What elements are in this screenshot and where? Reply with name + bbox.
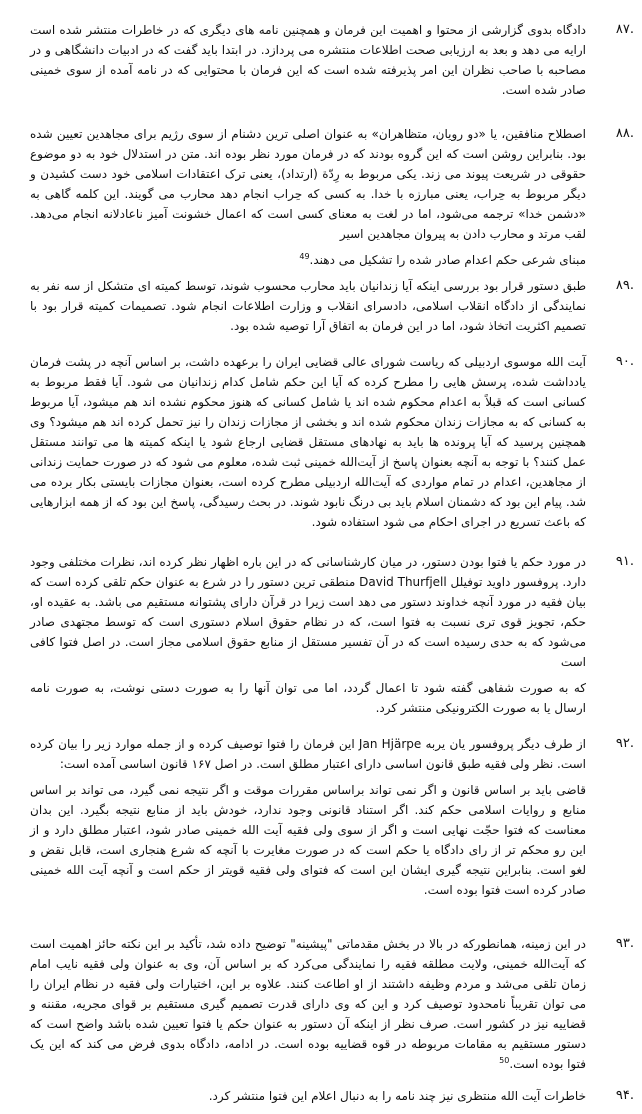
paragraph-body — [30, 124, 586, 270]
paragraph-body — [30, 276, 586, 336]
paragraph-text: دادگاه بدوی گزارشی از محتوا و اهمیت این فرمان و همچنین نامه های دیگری که در خاطرات منتشر شده است ارایه می دهد و بعد به ارزیابی صحت اطلاعات منتشره می پردازد. در ابتدا باید گفت که در ادبیات دانشگاهی و در مصاحبه با صاحب نظران این امر پذیرفته شده است که این فرمان با محتوایی که در نامه آمده از سوی خمینی صادر شده است. — [30, 23, 586, 97]
paragraph-text — [30, 250, 586, 270]
paragraph-number: .۹۴ — [615, 1088, 634, 1103]
paragraph-text: آیت الله موسوی اردبیلی که ریاست شورای عالی قضایی ایران را برعهده داشت، بر اساس آنچه در پشت فرمان یادداشت شده، پرسش هایی را مطرح کرده که آیا این حکم شامل کدام زندانیان می شود. آیا فقط مربوط به کسانی است که قبلاً به اعدام محکوم شده اند یا شامل کسانی که هنوز محکوم نشده اند هم میشود، آیا مربوط به کسانی که به مجازات زندان محکوم شده اند و بخشی از مجازات زندان را نیز تحمل کرده اند هم میشود؟ وی همچنین پرسید که آیا پرونده ها باید به نهادهای مستقل قضایی ارجاع شود یا اینکه کمیته ها می توانند مستقل عمل کنند؟ با توجه به آنچه بعنوان پاسخ از آیت‌الله خمینی ثبت شده، معلوم می شود که در صورت حمایت زندانی از مجاهدین، اعدام در تمام مواردی که آیت‌الله اردبیلی مطرح کرده است، بعنوان مجازات بایستی بکار برده می شد. پیام این بود که دشمنان اسلام باید بی درنگ نابود شوند. در بحث رسیدگی، پاسخ این بود که از همه ابزارهایی که باعث تسریع در اجرای احکام می شود استفاده شود. — [30, 355, 586, 529]
paragraph-92 — [30, 734, 634, 900]
paragraph-number: .۹۲ — [615, 736, 634, 751]
paragraph-number: .۹۱ — [615, 554, 634, 569]
paragraph-number: .۸۸ — [615, 126, 634, 141]
paragraph-number: .۹۳ — [615, 936, 634, 951]
paragraph-90 — [30, 352, 634, 532]
paragraph-body — [30, 734, 586, 900]
paragraph-text: قاضی باید بر اساس قانون و اگر نمی تواند براساس مقررات موقت و اگر نتیجه نمی گیرد، می تواند بر اساس منابع و روایات اسلامی حکم کند. اگر استناد قانونی وجود ندارد، خودش باید از منابع نتیجه بگیرد. این بدان معناست که فتوا حجّت نهایی است و اگر از سوی ولی فقیه آیت الله خمینی صادر شود، اعتبار مطلق دارد و از این رو محکم تر از رای دادگاه یا حکم است که در صورت مغایرت با آنچه که شرع هنجاری است، قابل نقض و لغو است. بنابراین نتیجه گیری ایشان این است که فتوای ولی فقیه قویتر از حکم است و آنچه آیت الله خمینی صادر کرده است فتوا بوده است. — [30, 783, 586, 897]
paragraph-text — [30, 934, 586, 1074]
paragraph-continuation: مبنای شرعی حکم اعدام صادر شده را تشکیل می دهند. — [309, 253, 586, 267]
paragraph-body — [30, 352, 586, 532]
paragraph-content: در این زمینه، همانطورکه در بالا در بخش مقدماتی "پیشینه" توضیح داده شد، تأکید بر این نکته حائز اهمیت است که آیت‌الله خمینی، ولایت مطلقه فقیه را نمایندگی می‌کرد که بر اساس آن، وی به عنوان ولی فقیه نایب امام زمان تلقی می‌شد و مردم وظیفه داشتند از او اطاعت کنند. علاوه بر این، اختیارات ولی فقیه در نظام ایران را می توان تقریباً نامحدود توصیف کرد و این که وی دارای قدرت تصمیم گیری مستقیم بر قوای مجریه، مقننه و قضاییه نیز در کشور است. صرف نظر از اینکه آن دستور به عنوان حکم یا فتوا تعیین شده باشد واضح است که دستور مستقیم به مقامات مربوطه در قوه قضاییه بوده است. در ادامه، دادگاه بدوی فرض می کند که این یک فتوا بوده است. — [30, 937, 586, 1071]
paragraph-text: خاطرات آیت الله منتظری نیز چند نامه را به دنبال اعلام این فتوا منتشر کرد. — [208, 1089, 586, 1103]
paragraph-94 — [30, 1086, 634, 1106]
paragraph-number: .۸۹ — [615, 278, 634, 293]
paragraph-88 — [30, 124, 634, 270]
paragraph-89 — [30, 276, 634, 336]
footnote-marker[interactable]: 50 — [499, 1056, 510, 1065]
paragraph-87 — [30, 20, 634, 100]
paragraph-number: .۸۷ — [615, 22, 634, 37]
paragraph-body — [30, 1086, 586, 1106]
paragraph-body — [30, 552, 586, 718]
paragraph-text: اصطلاح منافقین، یا «دو رویان، متظاهران» به عنوان اصلی ترین دشنام از سوی رژیم برای مجاهدین تعیین شده بود. بنابراین روشن است که این گروه بودند که در فرمان مورد نظر بوده اند. متن در استدلال خود به دو موضوع حقوقی در شریعت پیوند می زند. یکی مربوط به رِدّة (ارتداد)، یعنی ترک اعتقادات اسلامی خود دست کشیدن و دیگر مربوط به حِراب، یعنی مبارزه با خدا. به کسی که حِراب انجام دهد محارب می گویند. این کلمه گاهی به «دشمن خدا» ترجمه می‌شود، اما در لغت به معنای کسی است که اعمال خشونت آمیز ناعادلانه انجام می‌دهد. لقب مرتد و محارب دادن به پیروان مجاهدین اسیر — [30, 127, 586, 241]
paragraph-text: طبق دستور قرار بود بررسی اینکه آیا زندانیان باید محارب محسوب شوند، توسط کمیته ای متشکل از سه نفر به نمایندگی از دادگاه انقلاب اسلامی، دادسرای انقلاب و وزارت اطلاعات انجام شود. تصمیمات کمیته قرار بود با تصمیم اکثریت اتخاذ شود، اما در این فرمان به اتفاق آرا توصیه شده بود. — [30, 279, 586, 333]
paragraph-text: از طرف دیگر پروفسور یان یربه Jan Hjärpe این فرمان را فتوا توصیف کرده و از جمله موارد زیر را بیان کرده است. نظر ولی فقیه طبق قانون اساسی دارای اعتبار مطلق است. در اصل ۱۶۷ قانون اساسی آمده است: — [30, 737, 586, 771]
paragraph-body — [30, 20, 586, 100]
paragraph-text: در مورد حکم یا فتوا بودن دستور، در میان کارشناسانی که در این باره اظهار نظر کرده اند، نظرات مختلفی وجود دارد. پروفسور داوید توفیلل David Thurfjell منطقی ترین دستور را در شرع به عنوان حکم تلقی کرده است که بیان فقیه در مورد آنچه خداوند دستور می دهد است زیرا در قرآن دارای پشتوانه مستقیم می باشد. به عقیده او، حکم، تجویز قوی تری نسبت به فتوا است، که در نظام حقوق اسلام دستوری است که توسط مجتهدی صادر می‌شود که به حدی رسیده است که در آن تفسیر مستقل از منابع حقوق اسلامی مجاز است. در اصل فتوا کافی است — [30, 555, 586, 669]
paragraph-body — [30, 934, 586, 1074]
paragraph-93 — [30, 934, 634, 1074]
footnote-marker[interactable]: 49 — [299, 252, 310, 261]
paragraph-text: که به صورت شفاهی گفته شود تا اعمال گردد، اما می توان آنها را به صورت دستی نوشت، به صورت نامه ارسال یا به صورت الکترونیکی منتشر کرد. — [30, 681, 586, 715]
paragraph-number: .۹۰ — [615, 354, 634, 369]
paragraph-91 — [30, 552, 634, 718]
